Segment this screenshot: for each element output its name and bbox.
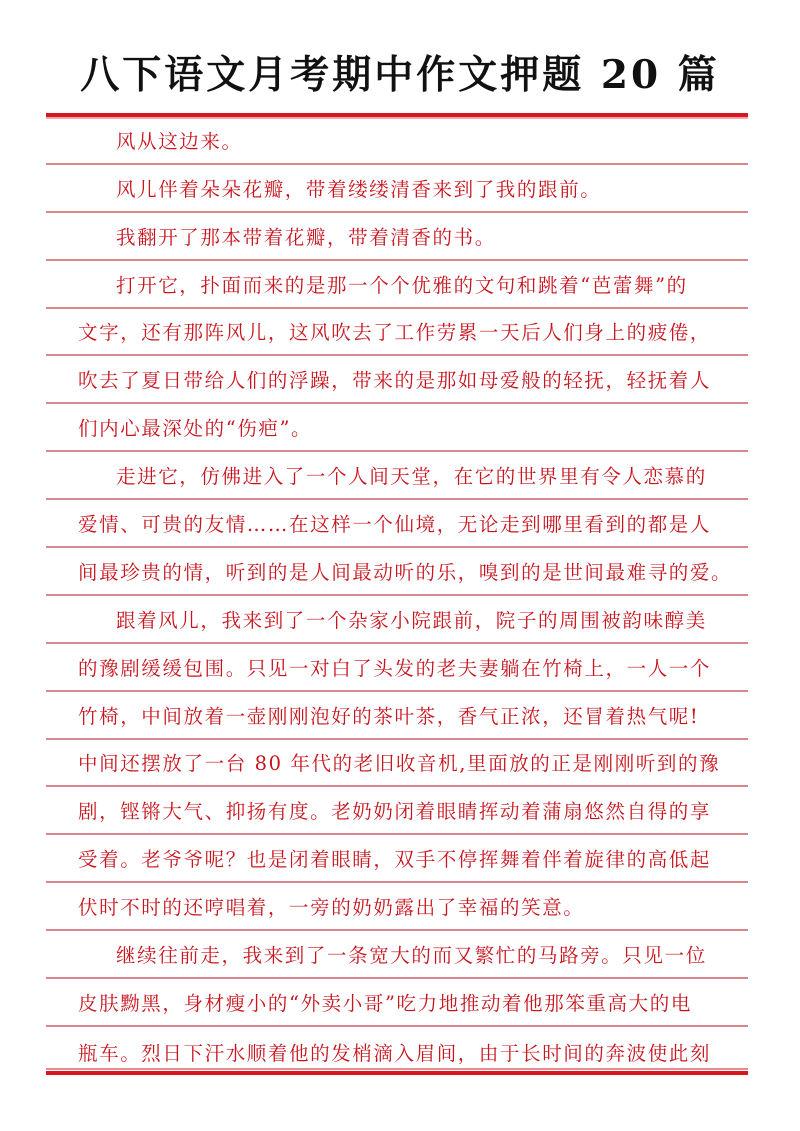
ruled-line bbox=[46, 596, 748, 644]
ruled-line bbox=[46, 452, 748, 500]
bottom-border-line bbox=[46, 1071, 748, 1075]
essay-line-text: 瓶车。烈日下汗水顺着他的发梢滴入眉间，由于长时间的奔波使此刻 bbox=[78, 1041, 712, 1065]
essay-line-text: 受着。老爷爷呢？也是闭着眼睛，双手不停挥舞着伴着旋律的高低起 bbox=[78, 848, 712, 872]
essay-line-text: 竹椅，中间放着一壶刚刚泡好的茶叶茶，香气正浓，还冒着热气呢! bbox=[78, 704, 700, 728]
essay-line-text: 中间还摆放了一台 80 年代的老旧收音机,里面放的正是刚刚听到的豫 bbox=[78, 752, 721, 776]
ruled-essay-body bbox=[46, 117, 748, 1075]
ruled-line bbox=[46, 117, 748, 165]
ruled-line bbox=[46, 213, 748, 261]
essay-line-text: 继续往前走，我来到了一条宽大的而又繁忙的马路旁。只见一位 bbox=[116, 944, 707, 968]
essay-line-text: 伏时不时的还哼唱着，一旁的奶奶露出了幸福的笑意。 bbox=[78, 896, 585, 920]
ruled-line bbox=[46, 356, 748, 404]
ruled-line bbox=[46, 309, 748, 357]
ruled-line bbox=[46, 500, 748, 548]
essay-line-text: 风从这边来。 bbox=[116, 129, 243, 153]
essay-line-text: 跟着风儿，我来到了一个杂家小院跟前，院子的周围被韵味醇美 bbox=[116, 608, 707, 632]
essay-line-text: 吹去了夏日带给人们的浮躁，带来的是那如母爱般的轻抚，轻抚着人 bbox=[78, 369, 712, 393]
ruled-line bbox=[46, 644, 748, 692]
essay-line-text: 间最珍贵的情，听到的是人间最动听的乐，嗅到的是世间最难寻的爱。 bbox=[78, 560, 733, 584]
essay-line-text: 剧，铿锵大气、抑扬有度。老奶奶闭着眼睛挥动着蒲扇悠然自得的享 bbox=[78, 800, 712, 824]
essay-line-text: 们内心最深处的“伤疤”。 bbox=[78, 417, 313, 441]
ruled-line bbox=[46, 165, 748, 213]
ruled-line bbox=[46, 835, 748, 883]
essay-line-text: 文字，还有那阵风儿，这风吹去了工作劳累一天后人们身上的疲倦， bbox=[78, 321, 712, 345]
ruled-line bbox=[46, 979, 748, 1027]
essay-line-text: 爱情、可贵的友情……在这样一个仙境，无论走到哪里看到的都是人 bbox=[78, 513, 712, 537]
ruled-line bbox=[46, 692, 748, 740]
essay-line-text: 皮肤黝黑，身材瘦小的“外卖小哥”吃力地推动着他那笨重高大的电 bbox=[78, 991, 692, 1015]
essay-line-text: 的豫剧缓缓包围。只见一对白了头发的老夫妻躺在竹椅上，一人一个 bbox=[78, 656, 712, 680]
ruled-line bbox=[46, 261, 748, 309]
essay-line-text: 走进它，仿佛进入了一个人间天堂，在它的世界里有令人恋慕的 bbox=[116, 465, 707, 489]
ruled-line bbox=[46, 883, 748, 931]
document-title: 八下语文月考期中作文押题 20 篇 bbox=[80, 52, 720, 98]
ruled-line bbox=[46, 548, 748, 596]
ruled-line bbox=[46, 787, 748, 835]
essay-line-text: 我翻开了那本带着花瓣，带着清香的书。 bbox=[116, 225, 496, 249]
ruled-line bbox=[46, 931, 748, 979]
bottom-border-thin-line bbox=[46, 1068, 748, 1070]
ruled-line bbox=[46, 740, 748, 788]
ruled-line bbox=[46, 404, 748, 452]
essay-line-text: 打开它，扑面而来的是那一个个优雅的文句和跳着“芭蕾舞”的 bbox=[116, 273, 688, 297]
essay-line-text: 风儿伴着朵朵花瓣，带着缕缕清香来到了我的跟前。 bbox=[116, 177, 602, 201]
